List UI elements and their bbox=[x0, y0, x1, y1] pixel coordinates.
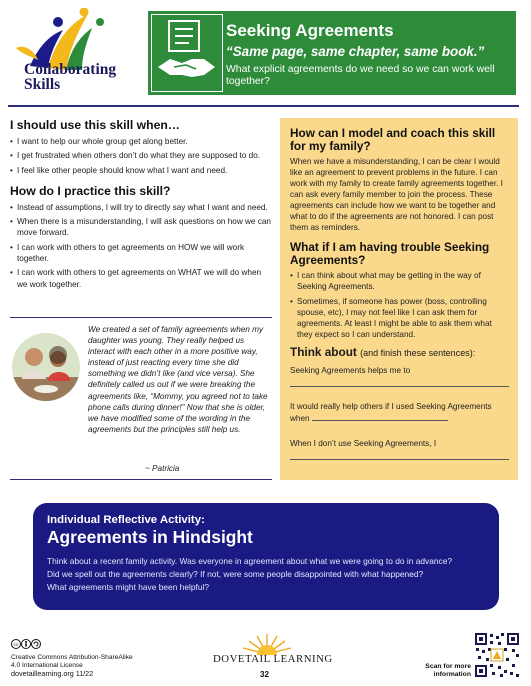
license-text bbox=[11, 654, 133, 669]
dovetail-learning-wordmark: DOVETAIL LEARNING bbox=[213, 653, 333, 665]
model-coach-body: When we have a misunderstanding, I can be clear I would like an agreement to prevent problems in the future. I can work with my family to create family agreements together. I can ask every family member to join the process. These agreements can include how we want to be together and what to do if the agreements are not honored. I can post them as reminders. bbox=[290, 157, 503, 232]
reflective-activity-box bbox=[33, 503, 499, 610]
header-banner bbox=[148, 11, 516, 95]
answer-line-3[interactable] bbox=[290, 449, 509, 460]
sentence-prompt-1: Seeking Agreements helps me to bbox=[290, 365, 411, 375]
divider-quote-bottom bbox=[10, 479, 272, 480]
answer-line-1[interactable] bbox=[290, 376, 509, 387]
page-slogan: “Same page, same chapter, same book.” bbox=[226, 44, 485, 59]
answer-line-2[interactable] bbox=[312, 412, 448, 421]
logo-line-2: Skills bbox=[24, 76, 61, 93]
page-question: What explicit agreements do we need so we can work well together? bbox=[226, 64, 495, 87]
testimonial-attribution: ~ Patricia bbox=[145, 464, 180, 473]
list-item: • I can work with others to get agreements on HOW we will work together. bbox=[10, 242, 272, 265]
sentence-prompt-3: When I don’t use Seeking Agreements, I bbox=[290, 438, 437, 448]
reflective-line: Think about a recent family activity. Was everyone in agreement about what we were going to do in advance? bbox=[47, 556, 453, 566]
left-column bbox=[10, 118, 272, 293]
think-about-heading bbox=[290, 345, 509, 359]
list-item: • Sometimes, if someone has power (boss, controlling spouse, etc), I may not feel like I can ask them for agreements. At least I might be able to ask them what they expect so I can understand. bbox=[290, 296, 509, 341]
license-line-1: Creative Commons Attribution-ShareAlike bbox=[11, 654, 133, 661]
page-number: 32 bbox=[260, 670, 269, 679]
think-about-subheading: (and finish these sentences): bbox=[360, 347, 476, 358]
sentence-prompt-2 bbox=[290, 401, 509, 424]
list-item: • I get frustrated when others don’t do what they are supposed to do. bbox=[10, 150, 272, 161]
scan-line-1: Scan for more bbox=[425, 663, 471, 670]
list-item: • Instead of assumptions, I will try to directly say what I want and need. bbox=[10, 202, 272, 213]
list-item: • I want to help our whole group get along better. bbox=[10, 136, 272, 147]
reflective-activity-title: Agreements in Hindsight bbox=[47, 527, 253, 547]
logo-line-1: Collaborating bbox=[24, 61, 117, 78]
footer-site: dovetaillearning.org 11/22 bbox=[11, 669, 94, 678]
should-use-heading: I should use this skill when… bbox=[10, 118, 180, 132]
scan-caption bbox=[407, 663, 471, 679]
creative-commons-icon bbox=[11, 638, 41, 650]
list-item: • I feel like other people should know what I want and need. bbox=[10, 165, 272, 176]
trouble-heading: What if I am having trouble Seeking Agreements? bbox=[290, 240, 490, 267]
think-about-title: Think about bbox=[290, 344, 357, 359]
license-line-2: 4.0 International License bbox=[11, 661, 83, 669]
list-item: • I can think about what may be getting in the way of Seeking Agreements. bbox=[290, 270, 509, 293]
qr-code-icon[interactable] bbox=[474, 632, 520, 678]
svg-text:cc: cc bbox=[13, 643, 19, 648]
should-use-list bbox=[10, 136, 272, 176]
divider-quote-top bbox=[10, 317, 272, 318]
reflective-activity-label: Individual Reflective Activity: bbox=[47, 514, 205, 526]
sentence-prompt-2-text: It would really help others if I used Seeking Agreements when bbox=[290, 401, 492, 423]
reflective-line: What agreements might have been helpful? bbox=[47, 582, 210, 592]
model-coach-heading: How can I model and coach this skill for my family? bbox=[290, 126, 496, 153]
testimonial-quote: We created a set of family agreements when my daughter was young. They really helped us interact with each other in a more positive way, instead of just reacting every time she did something we didn’t like (and vice versa). She definitely called us out if we were breaking the agreements like, “Mommy, you agreed not to take phone calls during dinner!” Now that she is older, we have modified some of the wording in the agreements but the principles still help us. bbox=[88, 325, 268, 434]
reflective-line: Did we spell out the agreements clearly? If not, were some people disappointed with what happened? bbox=[47, 569, 424, 579]
scan-line-2: information bbox=[433, 671, 471, 678]
practice-heading: How do I practice this skill? bbox=[10, 183, 171, 198]
divider-top bbox=[8, 105, 519, 107]
list-item: • I can work with others to get agreements on WHAT we will do when we work together. bbox=[10, 267, 272, 290]
handshake-agreement-icon bbox=[151, 14, 223, 92]
page-title: Seeking Agreements bbox=[226, 21, 394, 40]
list-item: • When there is a misunderstanding, I will ask questions on how we can move forward. bbox=[10, 216, 272, 239]
family-photo bbox=[12, 333, 80, 401]
trouble-list bbox=[290, 270, 509, 341]
practice-list bbox=[10, 202, 272, 290]
coaching-panel bbox=[280, 118, 518, 480]
reflective-activity-body bbox=[47, 555, 485, 594]
